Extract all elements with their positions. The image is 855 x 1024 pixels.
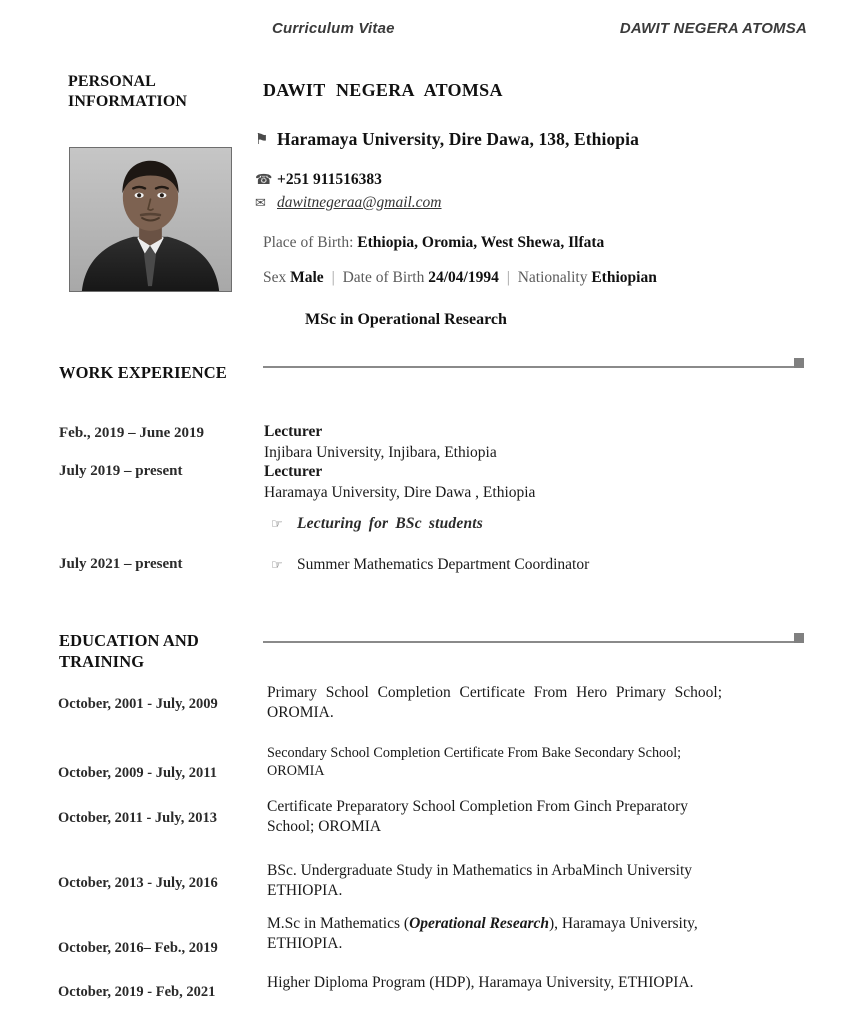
nationality-label: Nationality (517, 269, 588, 286)
email-link[interactable]: dawitnegeraa@gmail.com (277, 194, 442, 211)
work-entry-date: July 2019 – present (59, 463, 183, 479)
contact-address (255, 129, 639, 150)
work-entry-title: Lecturer (264, 463, 323, 480)
education-text-after: ), Haramaya University, ETHIOPIA. (267, 915, 698, 952)
section-divider-work-experience (263, 366, 800, 368)
work-bullet-item (271, 515, 483, 533)
map-pin-icon: ⚑ (255, 130, 269, 148)
personal-details-row (263, 269, 657, 287)
pointing-hand-icon: ☞ (271, 517, 283, 532)
education-entry-text: Certificate Preparatory School Completion From Ginch Preparatory School; OROMIA (267, 798, 688, 835)
education-entry-date: October, 2016– Feb., 2019 (58, 940, 218, 956)
education-text-emphasis: Operational Research (409, 915, 549, 932)
date-of-birth-value: 24/04/1994 (428, 269, 499, 286)
education-entry-date: October, 2009 - July, 2011 (58, 765, 217, 781)
envelope-icon: ✉ (255, 196, 266, 211)
telephone-icon: ☎ (255, 172, 273, 188)
field-separator: | (331, 269, 335, 286)
current-degree: MSc in Operational Research (305, 311, 507, 328)
work-entry-details (264, 462, 724, 504)
work-bullet-item (271, 556, 589, 574)
sex-label: Sex (263, 269, 287, 286)
avatar (69, 147, 232, 292)
work-entry-title: Lecturer (264, 423, 323, 440)
work-entry-details (264, 422, 724, 464)
running-head (0, 20, 855, 44)
work-entry-organization: Injibara University, Injibara, Ethiopia (264, 443, 497, 461)
portrait-photo-icon (70, 148, 231, 291)
work-bullet-date: July 2021 – present (59, 556, 183, 572)
person-full-name: DAWIT NEGERA ATOMSA (263, 80, 503, 100)
education-entry-text: Secondary School Completion Certificate From Bake Secondary School; OROMIA (267, 745, 682, 780)
section-heading-personal-information: PERSONAL INFORMATION (68, 73, 188, 111)
education-entry-date: October, 2013 - July, 2016 (58, 875, 218, 891)
place-of-birth-value: Ethiopia, Oromia, West Shewa, Ilfata (357, 234, 605, 251)
education-entry-text (267, 914, 722, 954)
running-head-name: DAWIT NEGERA ATOMSA (619, 20, 807, 37)
education-entry-text: Primary School Completion Certificate From Hero Primary School; OROMIA. (267, 684, 722, 721)
place-of-birth-row (263, 234, 604, 252)
education-entry-date: October, 2019 - Feb, 2021 (58, 984, 216, 1000)
work-bullet-text: Lecturing for BSc students (297, 515, 484, 532)
phone-text: +251 911516383 (277, 171, 382, 188)
section-divider-education (263, 641, 800, 643)
education-entry-date: October, 2001 - July, 2009 (58, 696, 218, 712)
education-entry-text: Higher Diploma Program (HDP), Haramaya University, ETHIOPIA. (267, 974, 694, 991)
date-of-birth-label: Date of Birth (342, 269, 425, 286)
section-heading-education-and-training: EDUCATION AND TRAINING (59, 631, 199, 672)
address-text: Haramaya University, Dire Dawa, 138, Ethiopia (277, 129, 639, 149)
nationality-value: Ethiopian (591, 269, 657, 286)
contact-email[interactable] (255, 194, 442, 212)
education-entry-text: BSc. Undergraduate Study in Mathematics in ArbaMinch University ETHIOPIA. (267, 862, 693, 899)
work-bullet-text: Summer Mathematics Department Coordinator (297, 556, 590, 573)
education-text-before: M.Sc in Mathematics ( (267, 915, 410, 932)
contact-phone (255, 171, 382, 189)
place-of-birth-label: Place of Birth: (263, 234, 354, 251)
field-separator: | (506, 269, 510, 286)
sex-value: Male (290, 269, 324, 286)
work-entry-date: Feb., 2019 – June 2019 (59, 425, 205, 441)
document-title: Curriculum Vitae (272, 20, 395, 37)
section-heading-work-experience: WORK EXPERIENCE (59, 363, 227, 382)
pointing-hand-icon: ☞ (271, 558, 283, 573)
work-entry-organization: Haramaya University, Dire Dawa , Ethiopia (264, 483, 536, 501)
education-entry-date: October, 2011 - July, 2013 (58, 810, 217, 826)
